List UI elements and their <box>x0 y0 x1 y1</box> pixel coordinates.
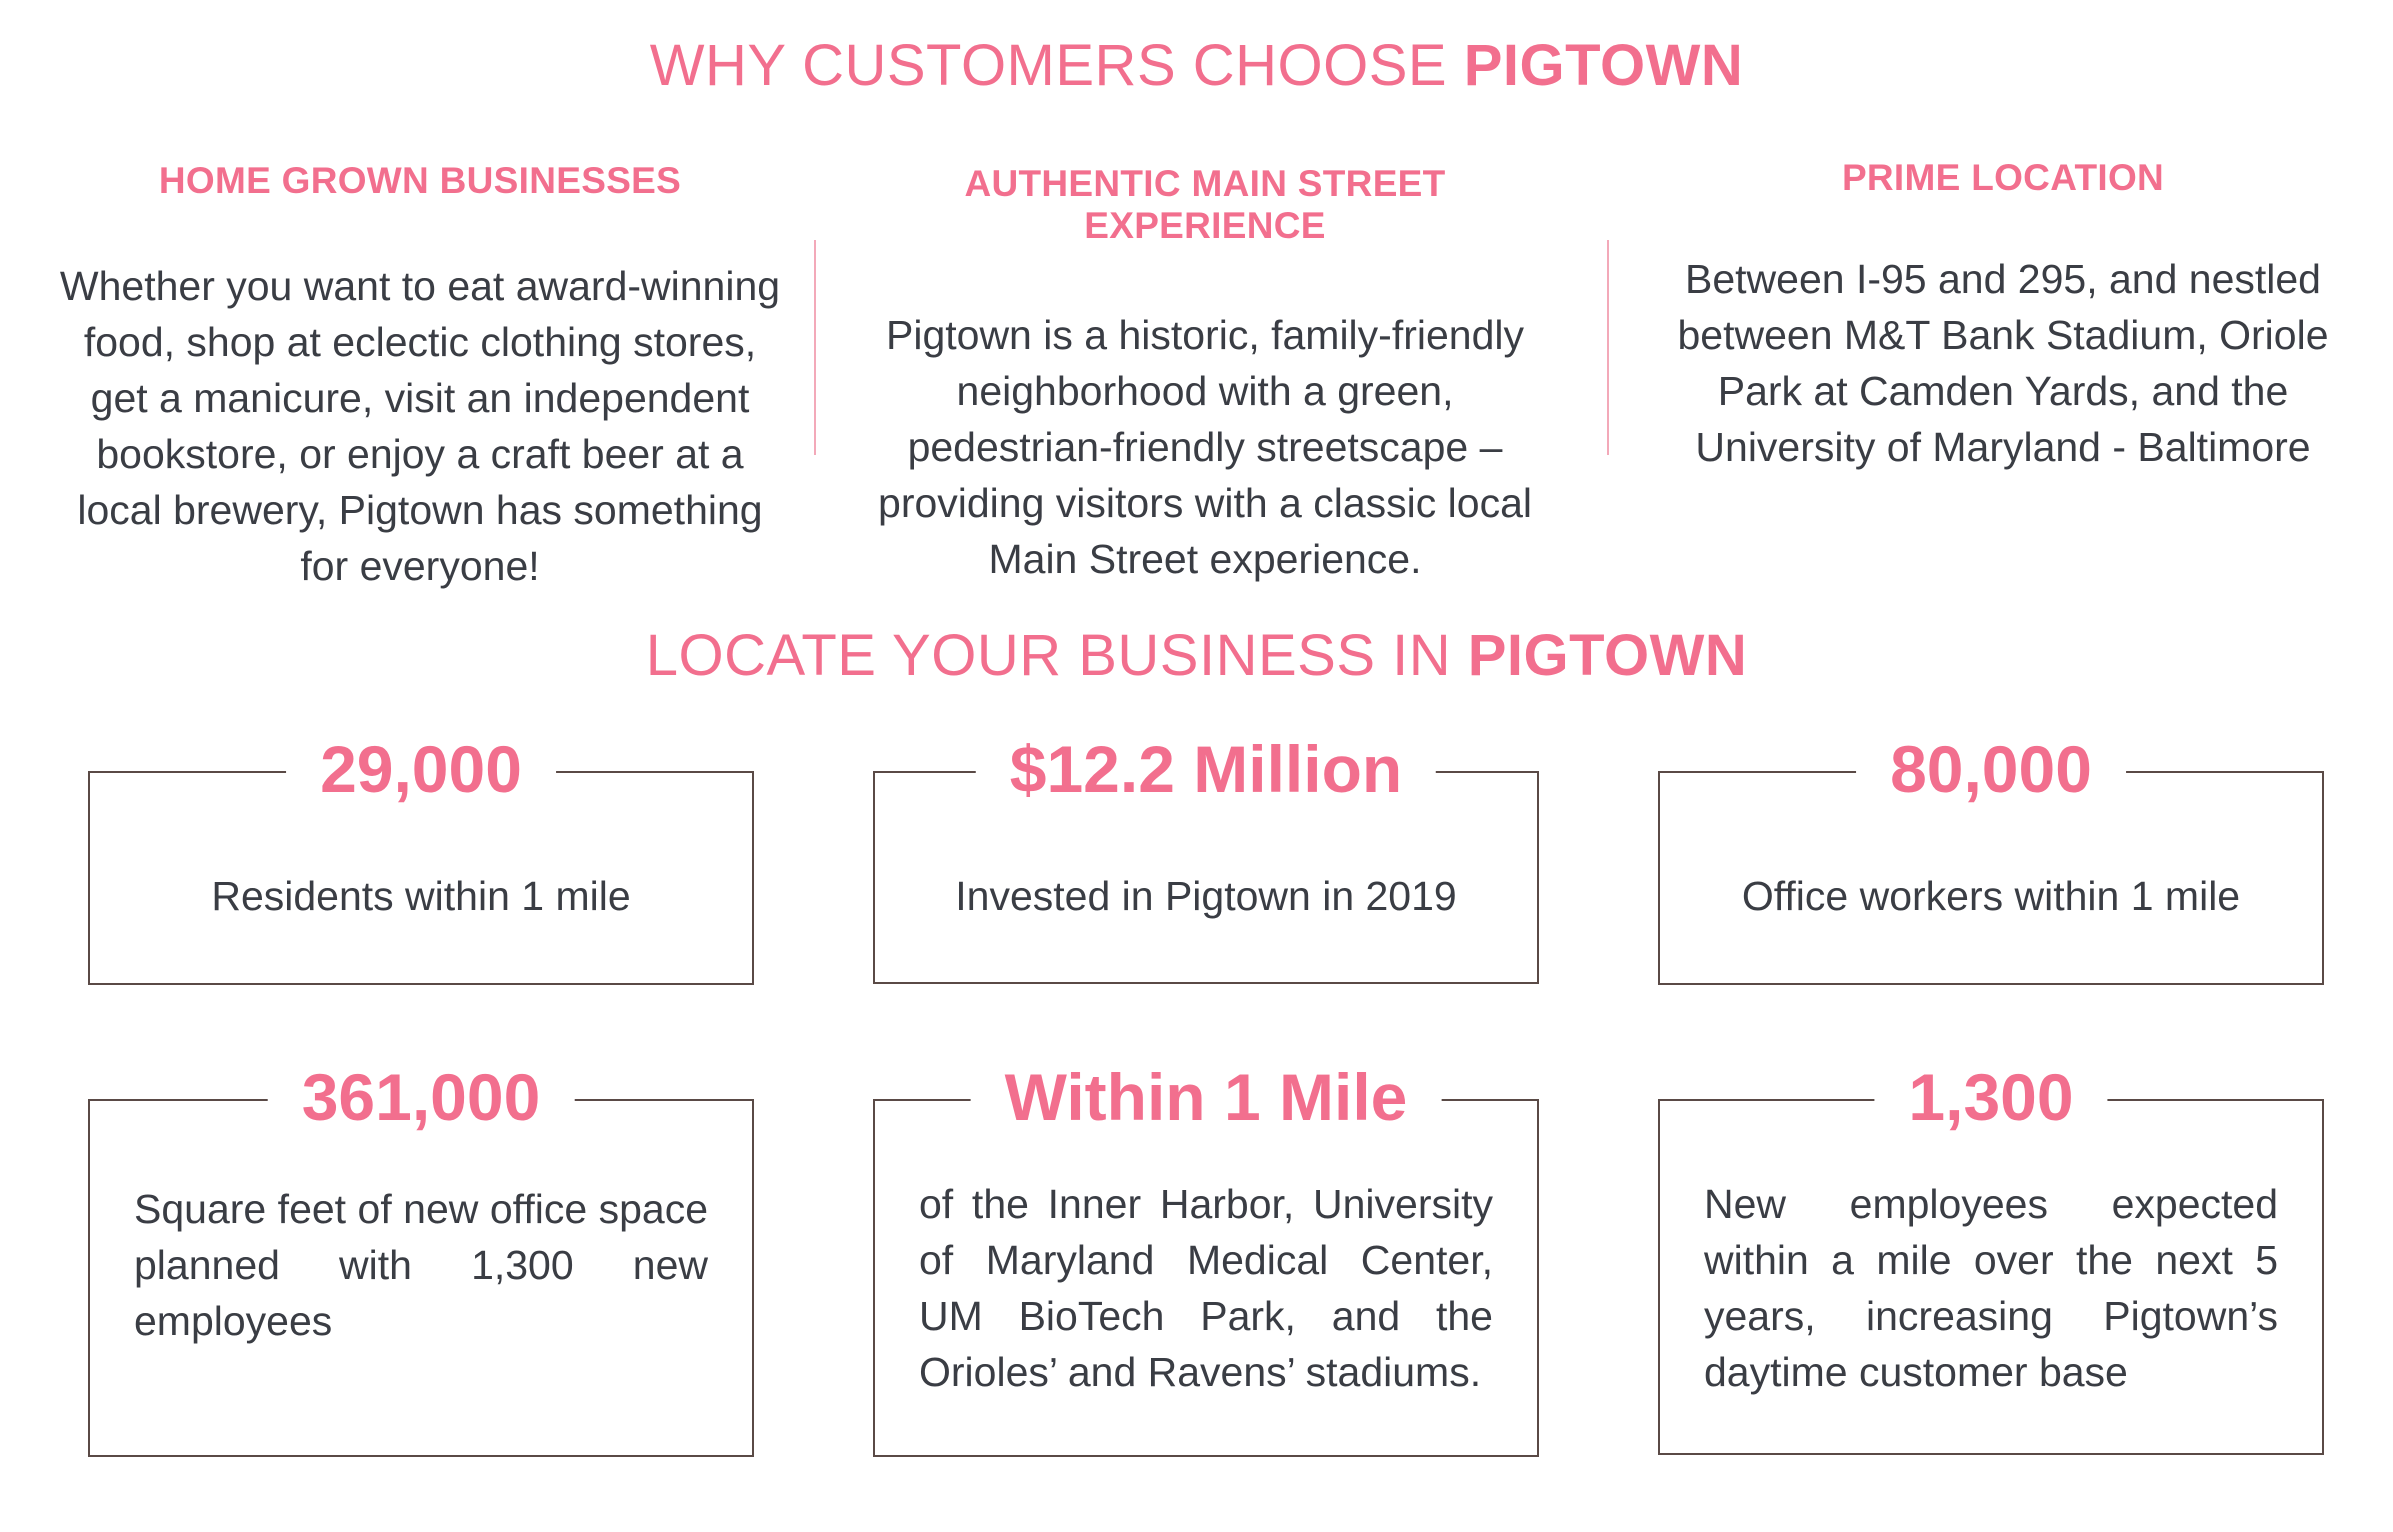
stat-label: Residents within 1 mile <box>211 873 631 919</box>
stat-value: Within 1 Mile <box>971 1057 1442 1137</box>
stat-value: 361,000 <box>268 1057 575 1137</box>
heading-prefix: LOCATE YOUR BUSINESS IN <box>645 623 1468 688</box>
stat-label: Invested in Pigtown in 2019 <box>955 873 1457 919</box>
stat-box-new-employees <box>1658 1060 2324 1455</box>
stat-box-invested <box>873 732 1539 984</box>
stat-value: 29,000 <box>286 729 556 809</box>
stat-label: of the Inner Harbor, University of Maryland Medical Center, UM BioTech Park, and the Orioles’ and Ravens’ stadiums. <box>919 1181 1493 1395</box>
stat-box-office-space <box>88 1060 754 1457</box>
feature-text: Pigtown is a historic, family-friendly neighborhood with a green, pedestrian-friendly streetscape – providing visitors with a classic local Main Street experience. <box>878 312 1532 582</box>
feature-prime-location <box>1638 0 2368 475</box>
feature-main-street <box>840 0 1570 587</box>
column-divider <box>1607 240 1609 455</box>
stat-box-residents <box>88 732 754 985</box>
heading-prefix: WHY CUSTOMERS CHOOSE <box>649 33 1464 98</box>
locate-business-heading <box>0 622 2393 689</box>
stat-label: Office workers within 1 mile <box>1741 873 2241 919</box>
feature-title: PRIME LOCATION <box>1841 157 2165 198</box>
column-divider <box>814 240 816 455</box>
stat-box-office-workers <box>1658 732 2324 985</box>
stat-label: Square feet of new office space planned with 1,300 new employees <box>134 1186 708 1344</box>
stat-value: 80,000 <box>1856 729 2126 809</box>
feature-text: Whether you want to eat award-winning food, shop at eclectic clothing stores, get a manicure, visit an independent bookstore, or enjoy a craft beer at a local brewery, Pigtown has something for everyone! <box>59 263 781 589</box>
stat-label: New employees expected within a mile over the next 5 years, increasing Pigtown’s daytime customer base <box>1704 1181 2278 1395</box>
feature-title: HOME GROWN BUSINESSES <box>158 160 682 201</box>
stat-value: 1,300 <box>1874 1057 2107 1137</box>
feature-title: AUTHENTIC MAIN STREET EXPERIENCE <box>964 163 1446 246</box>
heading-highlight: PIGTOWN <box>1463 33 1744 98</box>
heading-highlight: PIGTOWN <box>1467 623 1748 688</box>
stat-box-proximity <box>873 1060 1539 1457</box>
feature-home-grown <box>55 0 785 594</box>
feature-text: Between I-95 and 295, and nestled between M&T Bank Stadium, Oriole Park at Camden Yards, and the University of Maryland - Baltimore <box>1677 256 2329 470</box>
stat-value: $12.2 Million <box>976 729 1436 809</box>
